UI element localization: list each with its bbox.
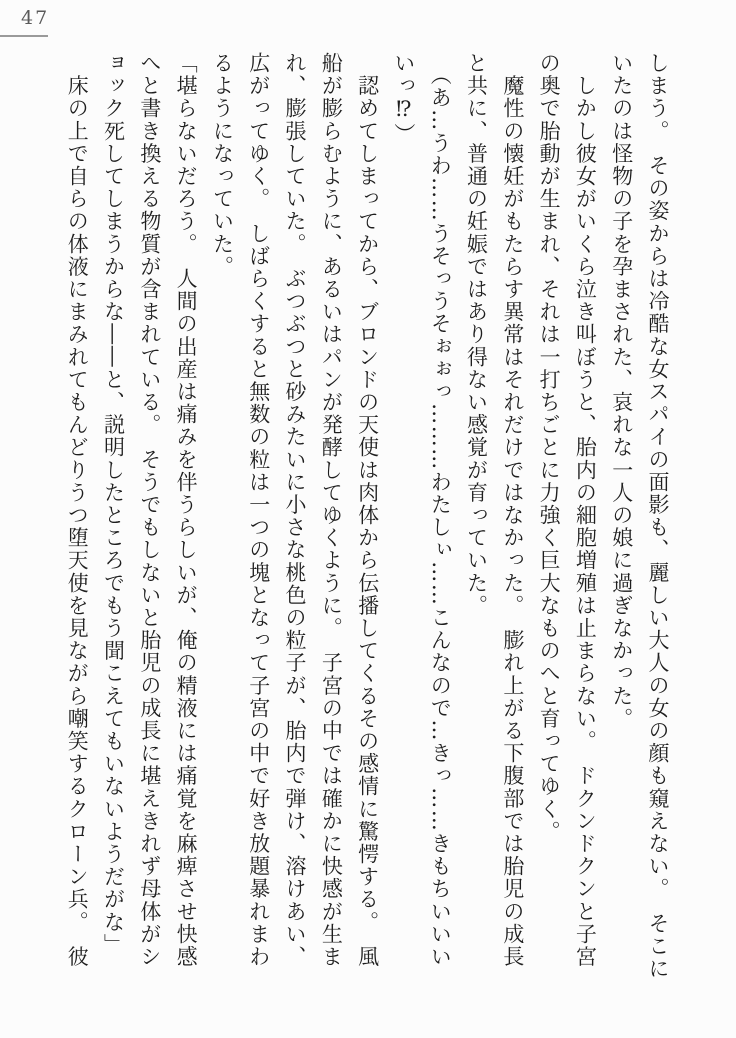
page-number-underline xyxy=(0,35,48,37)
text-line: へと書き換える物質が含まれている。 そうでもしないと胎児の成長に堪えきれず母体がシ xyxy=(137,52,162,969)
text-line: しまう。 その姿からは冷酷な女スパイの面影も、麗しい大人の女の顔も窺えない。 そこに xyxy=(646,52,670,981)
text-line: れ、膨張していた。 ぶつぶつと砂みたいに小さな桃色の粒子が、胎内で弾け、溶けあい、 xyxy=(283,52,308,969)
text-line: いたのは怪物の子を孕まされた、哀れな一人の娘に過ぎなかった。 xyxy=(609,52,634,730)
body-text xyxy=(59,52,676,1012)
text-line: と共に、普通の妊娠ではあり得ない感覚が育っていた。 xyxy=(464,52,489,617)
text-line: いっ⁉） xyxy=(391,52,416,146)
text-line: 「堪らないだろう。 人間の出産は痛みを伴うらしいが、俺の精液には痛覚を麻痺させ快感 xyxy=(174,52,199,969)
text-line: 認めてしまってから、ブロンドの天使は肉体から伝播してくるその感情に驚愕する。 風 xyxy=(355,52,380,969)
text-line: しかし彼女がいくら泣き叫ぼうと、胎内の細胞増殖は止まらない。 ドクンドクンと子宮 xyxy=(573,52,598,969)
text-line: るようになっていた。 xyxy=(210,52,235,278)
text-line: 魔性の懐妊がもたらす異常はそれだけではなかった。 膨れ上がる下腹部では胎児の成長 xyxy=(500,52,525,969)
page-number: 47 xyxy=(21,7,50,29)
text-line: 床の上で自らの体液にまみれてもんどりうつ堕天使を見ながら嘲笑するクローン兵。 彼 xyxy=(65,52,90,969)
text-line: の奥で胎動が生まれ、それは一打ちごとに力強く巨大なものへと育ってゆく。 xyxy=(537,52,562,843)
text-line: ョック死してしまうからな――と、説明したところでもう聞こえてもいないようだがな」 xyxy=(101,52,126,956)
text-line: 船が膨らむように、あるいはパンが発酵してゆくように。 子宮の中では確かに快感が生ま xyxy=(319,52,344,969)
text-line: （あ…うわ……うそっうそぉぉっ………わたしぃ……こんなので…きっ……きもちいいい xyxy=(428,52,453,969)
text-line: 広がってゆく。 しばらくすると無数の粒は一つの塊となって子宮の中で好き放題暴れまわ xyxy=(246,52,271,969)
